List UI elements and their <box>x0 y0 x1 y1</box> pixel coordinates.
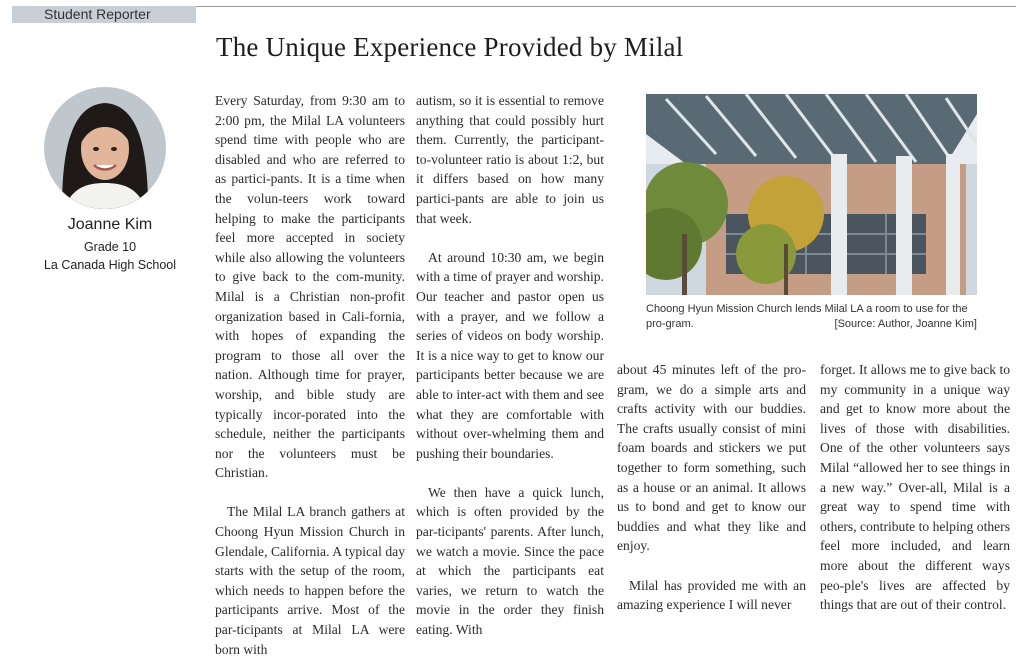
article-column-1 <box>215 91 405 659</box>
author-school: La Canada High School <box>43 258 177 272</box>
caption-text: Choong Hyun Mission Church lends Milal LA a room to use for the pro-gram. <box>646 303 968 330</box>
article-paragraph: The Milal LA branch gathers at Choong Hyun Mission Church in Glendale, California. A typical day starts with the setup of the room, which needs to happen before the participants arrive. Most of the par-ticipants at Milal LA were born with <box>215 504 405 657</box>
article-paragraph: At around 10:30 am, we begin with a time of prayer and worship. Our teacher and pastor open us with a prayer, and we follow a series of videos on body worship. It is a nice way to get to know our participants better because we are able to inter-act with them and see what they are comfortable with without over-whelming them and pushing their boundaries. <box>416 249 604 461</box>
article-paragraph: Every Saturday, from 9:30 am to 2:00 pm, the Milal LA volunteers spend time with people who are disabled and who are referred to as partici-pants. It is a time when the volun-teers work toward helping to make the participants feel more accepted in society while also allowing the volunteers to give back to the com-munity. Milal is a Christian non-profit organization based in Cali-fornia, with hopes of expanding the program to those all over the nation. Although time for prayer, worship, and bible study are typically incor-porated into the schedule, neither the participants nor the volunteers must be Christian. <box>215 93 405 481</box>
author-portrait-icon <box>44 87 166 209</box>
author-name: Joanne Kim <box>67 216 153 233</box>
article-paragraph: Milal has provided me with an amazing experience I will never <box>617 577 806 613</box>
section-label: Student Reporter <box>12 6 196 23</box>
article-column-4 <box>820 360 1010 615</box>
headline: The Unique Experience Provided by Milal <box>216 32 684 62</box>
article-paragraph: forget. It allows me to give back to my community in a unique way and get to know more about the lives of those with disabilities. One of the other volunteers says Milal “allowed her to see things in a new way.” Over-all, Milal is a great way to spend time with others, contribute to helping others feel more included, and learn more about the different ways peo-ple's lives are affected by things that are out of their control. <box>820 362 1011 613</box>
header-rule <box>196 6 1016 7</box>
article-paragraph: autism, so it is essential to remove anything that could possibly hurt them. Currently, the participant-to-volunteer ratio is about 1:2, but it differs based on how many partici-pants are able to join us that week. <box>416 93 604 226</box>
church-building-icon <box>646 94 977 295</box>
photo-caption <box>646 302 977 332</box>
article-column-2 <box>416 91 604 640</box>
author-photo <box>44 87 166 209</box>
caption-credit: [Source: Author, Joanne Kim] <box>834 318 977 330</box>
author-grade: Grade 10 <box>83 240 137 254</box>
church-photo <box>646 94 977 295</box>
article-paragraph: about 45 minutes left of the pro-gram, we do a simple arts and crafts activity with our buddies. The crafts usually consist of mini foam boards and stickers we put together to form something, such as a house or an animal. It allows us to bond and get to know our buddies and what they like and enjoy. <box>617 362 806 554</box>
article-paragraph: We then have a quick lunch, which is often provided by the par-ticipants' parents. After lunch, we watch a movie. Since the pace at which the participants eat varies, we return to watch the movie in the order they finish eating. With <box>416 484 604 638</box>
article-column-3 <box>617 360 806 615</box>
